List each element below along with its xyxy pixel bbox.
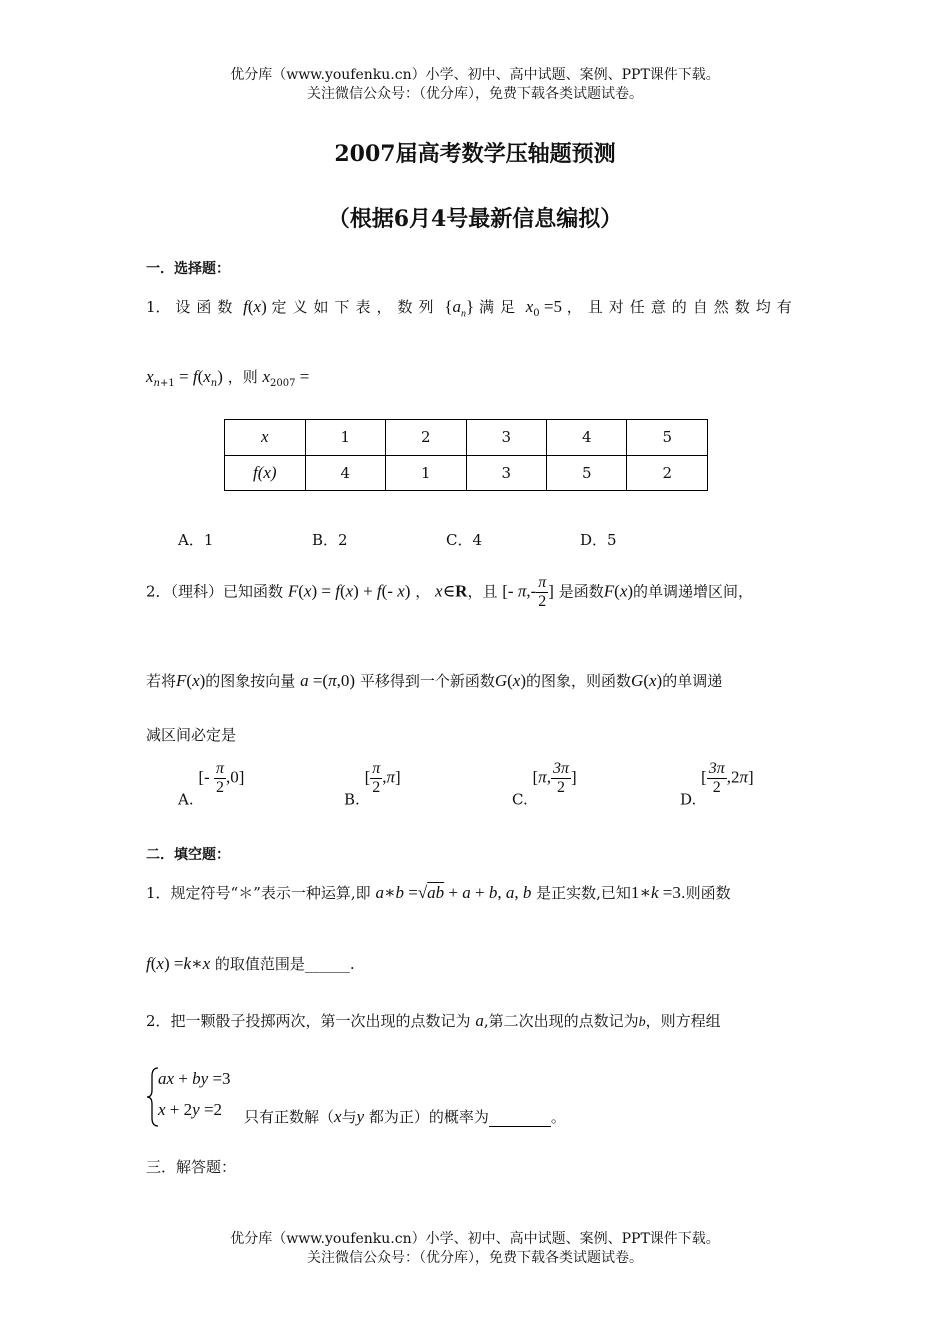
question-text: 的单调递增区间， (633, 582, 754, 601)
table-cell: 4 (305, 455, 385, 491)
math-sequence: $\{a_n\}$ (444, 297, 475, 320)
section-heading-fill: 二．填空题： (146, 847, 230, 863)
question-1-line-2: $x_{n+1} = f(x_n)$ ，则 $x_{2007}$ = (146, 367, 310, 389)
table-cell: x (225, 420, 306, 456)
answer-blank (489, 1108, 551, 1127)
table-cell: 3 (466, 420, 546, 456)
math-Fx-def: F (287, 581, 299, 601)
option-a: A. [- $\frac{\pi}{2}$ ,0] (178, 760, 245, 809)
question-number: 1． (146, 884, 171, 902)
question-text: （理科）已知函数 (170, 582, 284, 601)
option-b: B. [ $\frac{\pi}{2}$ ,π] (344, 760, 401, 809)
question-text: 只有正数解（ (244, 1108, 335, 1126)
header-line-1: 优分库（www.youfenku.cn）小学、初中、高中试题、案例、PPT课件下载。 (230, 67, 720, 83)
question-text: ， (415, 582, 431, 601)
function-table (224, 419, 708, 491)
question-text: ，且 (467, 582, 498, 601)
math-fx: f (243, 297, 248, 316)
question-2-line-2: 若将F(x)的图象按向量 a =(π,0) 平移得到一个新函数G(x)的图象，则函数G(x)的单调递 (146, 671, 723, 690)
question-text: 的取值范围是______. (214, 955, 355, 973)
table-cell: 1 (305, 420, 385, 456)
fill-question-2-line-1: 2．把一颗骰子投掷两次，第一次出现的点数记为 a,第二次出现的点数记为b，则方程组 (146, 1011, 721, 1030)
table-cell: 3 (466, 455, 546, 491)
page-subtitle: （根据6月4号最新信息编拟） (327, 206, 623, 232)
fill-question-1-line-2: f(x) =k∗x 的取值范围是______. (146, 954, 355, 973)
math-function: f (146, 954, 151, 973)
table-cell: 2 (627, 455, 708, 491)
option-b: B．2 (312, 531, 348, 549)
option-c: C. [π, $\frac{3\pi}{2}$ ] (512, 760, 577, 809)
question-text: 设函数 (175, 298, 239, 316)
table-cell: 2 (386, 420, 466, 456)
math-operation: a (375, 883, 384, 902)
table-cell: f(x) (225, 455, 306, 491)
math-vector: a (300, 671, 309, 690)
question-text: 把一颗骰子投掷两次，第一次出现的点数记为 (170, 1012, 471, 1030)
section-heading-choice: 一．选择题： (146, 261, 230, 277)
header-line-2: 关注微信公众号：（优分库），免费下载各类试题试卷。 (307, 86, 643, 102)
question-number: 1． (146, 298, 171, 316)
option-d: D. [ $\frac{3\pi}{2}$ ,2π] (680, 760, 754, 809)
table-cell: 4 (546, 420, 626, 456)
question-text: 定义如下表，数列 (271, 298, 440, 316)
question-text: 是正实数,已知 (536, 884, 631, 902)
question-text: ，且对任意的自然数均有 (566, 298, 798, 316)
fill-question-1-line-1: 1．规定符号“＊”表示一种运算,即 a∗b =√ab + a + b, a, b 是正实数,已知1∗k =3.则函数 (146, 883, 731, 902)
question-1-line-1: 1． 设函数 f(x) 定义如下表，数列 $\{a_n\}$ 满足 $x_0 =5$ ，且对任意的自然数均有 (146, 297, 798, 320)
table-cell: 1 (386, 455, 466, 491)
math-x2007: x (262, 367, 271, 386)
footer-line-1: 优分库（www.youfenku.cn）小学、初中、高中试题、案例、PPT课件下载。 (230, 1231, 720, 1247)
question-number: 2． (146, 1012, 171, 1030)
equation-2: x + 2y =2 (158, 1100, 223, 1119)
question-text: .则函数 (680, 884, 731, 902)
question-number: 2． (146, 582, 171, 601)
section-heading-answer: 三．解答题： (146, 1158, 237, 1176)
question-text: 规定符号“＊”表示一种运算,即 (170, 884, 371, 902)
equation-1: ax + by =3 (158, 1069, 231, 1088)
question-2-line-1: 2．（理科）已知函数 F(x) = f(x) + f(- x) ， x∈R，且 [- π,- $\frac{\pi}{2}$ ] 是函数F(x)的单调递增区间， (146, 574, 754, 610)
question-text: ,第二次出现的点数记为 (483, 1012, 639, 1030)
page-title: 2007届高考数学压轴题预测 (334, 141, 616, 167)
table-cell: 5 (546, 455, 626, 491)
math-domain: x (435, 581, 443, 601)
footer-line-2: 关注微信公众号：（优分库），免费下载各类试题试卷。 (307, 1250, 643, 1266)
question-text: 的单调递 (662, 672, 723, 690)
math-interval: [- π,- (502, 581, 537, 601)
question-text: 。 (550, 1108, 566, 1126)
table-cell: 5 (627, 420, 708, 456)
question-text: 都为正）的概率为 (368, 1108, 489, 1126)
question-2-line-3: 减区间必定是 (146, 726, 237, 744)
question-text: 若将 (146, 672, 177, 690)
question-text: 平移得到一个新函数 (359, 672, 495, 690)
table-row (225, 420, 708, 456)
option-a: A．1 (178, 531, 214, 549)
question-text: ，则方程组 (645, 1012, 721, 1030)
question-text: 的图象按向量 (205, 672, 296, 690)
question-text: 满足 (478, 298, 521, 316)
math-recurrence: x (146, 367, 154, 386)
question-text: 的图象，则函数 (526, 672, 632, 690)
option-c: C．4 (446, 531, 483, 549)
table-row (225, 455, 708, 491)
question-text: 与 (341, 1108, 357, 1126)
fill-question-2-line-2: 只有正数解（x与y 都为正）的概率为 。 (244, 1107, 566, 1126)
math-x0: x (525, 297, 534, 316)
question-text: ，则 (227, 368, 258, 386)
option-d: D．5 (580, 531, 617, 549)
question-text: 是函数 (558, 582, 604, 601)
